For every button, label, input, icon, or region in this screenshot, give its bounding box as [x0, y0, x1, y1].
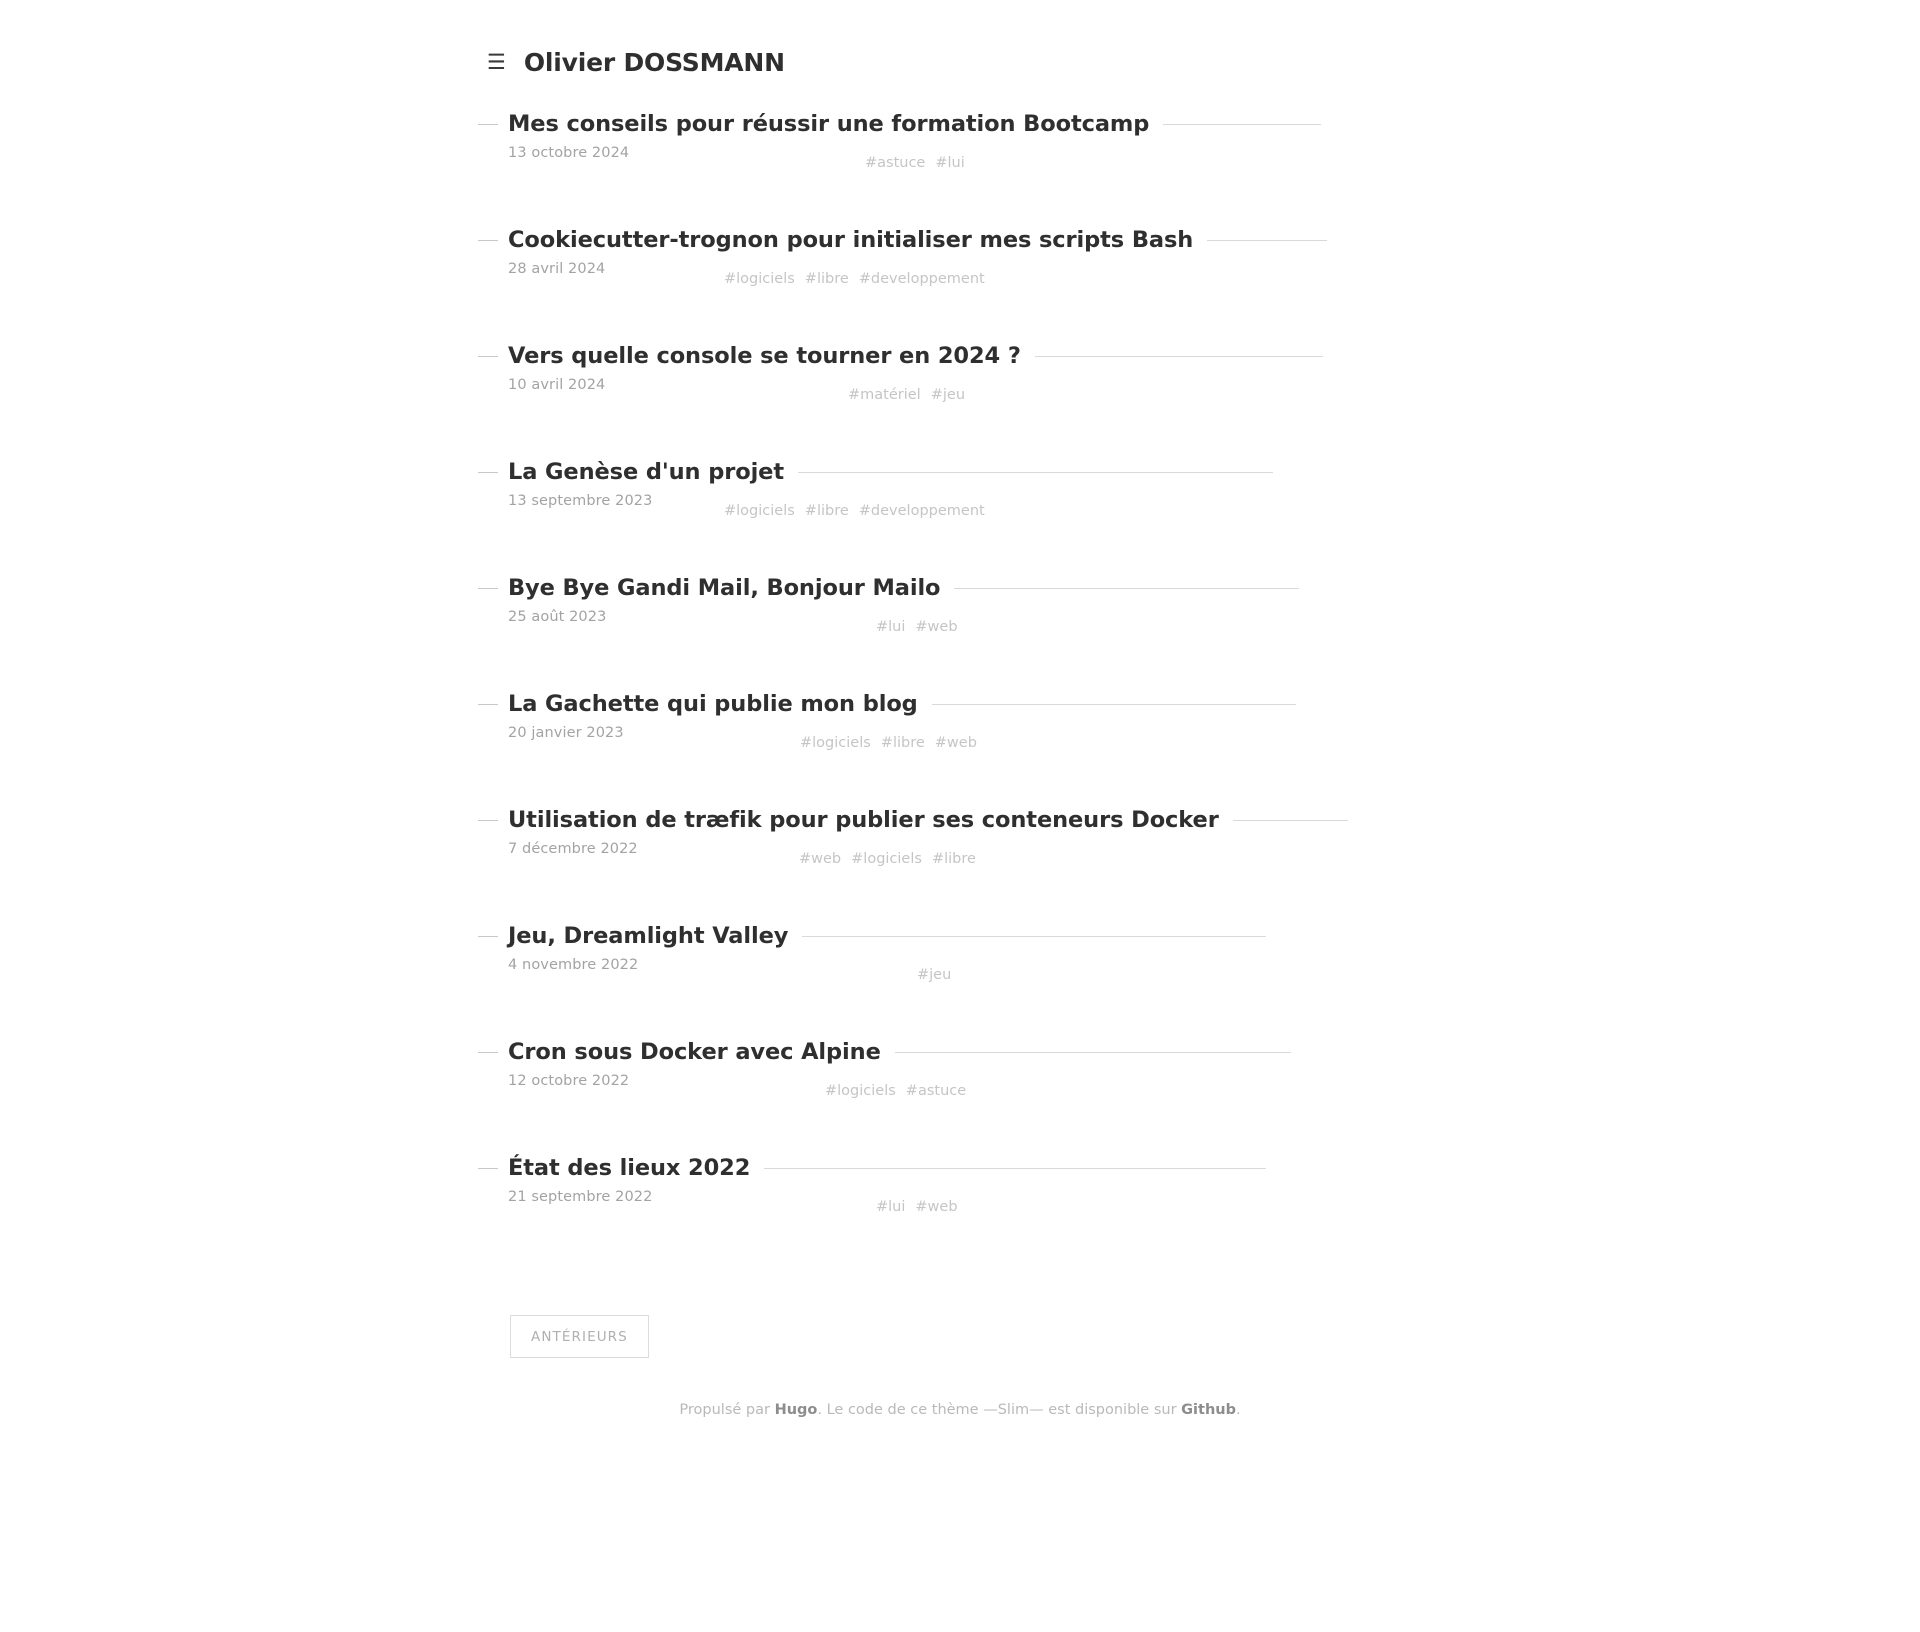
post-meta [0, 717, 1400, 773]
post-date: 20 janvier 2023 [508, 725, 624, 741]
post-title-row [0, 1039, 1400, 1065]
post-date: 25 août 2023 [508, 609, 607, 625]
list-item [0, 1005, 1400, 1121]
post-meta [0, 1065, 1400, 1121]
post-title-link[interactable]: Bye Bye Gandi Mail, Bonjour Mailo [508, 575, 941, 601]
post-divider [932, 704, 1296, 705]
post-date: 12 octobre 2022 [508, 1073, 630, 1089]
post-meta [0, 137, 1400, 193]
footer-github-link[interactable]: Github [1181, 1402, 1236, 1418]
post-tags [876, 619, 958, 635]
post-divider [798, 472, 1273, 473]
post-tag-link[interactable]: #web [934, 735, 977, 751]
post-leading-dash-icon [478, 124, 498, 125]
list-item [0, 657, 1400, 773]
post-date: 10 avril 2024 [508, 377, 606, 393]
footer-middle: . Le code de ce thème — [817, 1402, 998, 1418]
post-divider [1163, 124, 1321, 125]
post-date: 13 septembre 2023 [508, 493, 653, 509]
list-item [0, 193, 1400, 309]
post-divider [895, 1052, 1291, 1053]
post-date: 4 novembre 2022 [508, 957, 639, 973]
list-item [0, 309, 1400, 425]
post-date: 28 avril 2024 [508, 261, 606, 277]
post-leading-dash-icon [478, 936, 498, 937]
footer-hugo-link[interactable]: Hugo [774, 1402, 818, 1418]
post-title-link[interactable]: Vers quelle console se tourner en 2024 ? [508, 343, 1021, 369]
list-item [0, 1121, 1400, 1237]
post-leading-dash-icon [478, 1052, 498, 1053]
footer-theme-name: Slim— [997, 1402, 1044, 1418]
post-divider [802, 936, 1266, 937]
post-title-row [0, 111, 1400, 137]
post-tags [800, 735, 977, 751]
list-item [0, 425, 1400, 541]
post-meta [0, 833, 1400, 889]
post-tag-link[interactable]: #matériel [848, 387, 921, 403]
post-tag-link[interactable]: #libre [880, 735, 925, 751]
post-tag-link[interactable]: #libre [931, 851, 976, 867]
post-list [0, 77, 1400, 1237]
hamburger-menu-icon[interactable]: ☰ [487, 50, 506, 74]
post-title-link[interactable]: La Genèse d'un projet [508, 459, 784, 485]
post-tag-link[interactable]: #logiciels [851, 851, 922, 867]
post-tag-link[interactable]: #libre [804, 271, 849, 287]
post-leading-dash-icon [478, 356, 498, 357]
post-title-row [0, 691, 1400, 717]
post-tag-link[interactable]: #astuce [905, 1083, 967, 1099]
post-tags [917, 967, 951, 983]
post-title-link[interactable]: Jeu, Dreamlight Valley [508, 923, 789, 949]
post-title-link[interactable]: Mes conseils pour réussir une formation Bootcamp [508, 111, 1150, 137]
post-tag-link[interactable]: #lui [935, 155, 965, 171]
post-meta [0, 1181, 1400, 1237]
list-item [0, 541, 1400, 657]
post-date: 7 décembre 2022 [508, 841, 638, 857]
post-title-link[interactable]: Cookiecutter-trognon pour initialiser mes scripts Bash [508, 227, 1194, 253]
post-meta [0, 485, 1400, 541]
post-meta [0, 601, 1400, 657]
site-header [0, 0, 1920, 77]
post-tag-link[interactable]: #lui [876, 619, 906, 635]
post-divider [1233, 820, 1348, 821]
post-date: 13 octobre 2024 [508, 145, 630, 161]
post-title-row [0, 227, 1400, 253]
post-divider [1207, 240, 1327, 241]
post-tag-link[interactable]: #web [915, 1199, 958, 1215]
post-tag-link[interactable]: #logiciels [825, 1083, 896, 1099]
post-title-row [0, 343, 1400, 369]
post-tag-link[interactable]: #logiciels [724, 271, 795, 287]
post-tag-link[interactable]: #logiciels [724, 503, 795, 519]
site-footer [0, 1402, 1920, 1458]
post-title-row [0, 923, 1400, 949]
post-tags [865, 155, 965, 171]
footer-suffix: . [1235, 1402, 1241, 1418]
post-title-link[interactable]: État des lieux 2022 [508, 1155, 751, 1181]
post-tag-link[interactable]: #developpement [858, 271, 985, 287]
pager [0, 1237, 1920, 1358]
post-leading-dash-icon [478, 472, 498, 473]
post-tag-link[interactable]: #web [799, 851, 842, 867]
main-content [0, 77, 1920, 1358]
post-leading-dash-icon [478, 820, 498, 821]
post-title-row [0, 459, 1400, 485]
post-tags [724, 503, 985, 519]
post-divider [1035, 356, 1323, 357]
post-title-row [0, 575, 1400, 601]
post-meta [0, 369, 1400, 425]
post-tags [825, 1083, 966, 1099]
post-meta [0, 253, 1400, 309]
post-tag-link[interactable]: #lui [876, 1199, 906, 1215]
previous-page-button[interactable]: ANTÉRIEURS [510, 1315, 649, 1358]
post-leading-dash-icon [478, 704, 498, 705]
post-title-link[interactable]: La Gachette qui publie mon blog [508, 691, 918, 717]
post-tag-link[interactable]: #developpement [858, 503, 985, 519]
post-tag-link[interactable]: #logiciels [800, 735, 871, 751]
post-tags [724, 271, 985, 287]
post-title-row [0, 1155, 1400, 1181]
post-divider [954, 588, 1299, 589]
post-leading-dash-icon [478, 588, 498, 589]
post-tags [848, 387, 965, 403]
site-title[interactable]: Olivier DOSSMANN [523, 48, 785, 77]
post-tags [799, 851, 976, 867]
post-title-link[interactable]: Utilisation de træfik pour publier ses conteneurs Docker [508, 807, 1219, 833]
footer-middle-2: est disponible sur [1043, 1402, 1182, 1418]
footer-prefix: Propulsé par [679, 1402, 775, 1418]
list-item [0, 773, 1400, 889]
post-leading-dash-icon [478, 1168, 498, 1169]
post-tag-link[interactable]: #web [915, 619, 958, 635]
post-divider [764, 1168, 1266, 1169]
post-tags [876, 1199, 958, 1215]
list-item [0, 889, 1400, 1005]
list-item [0, 77, 1400, 193]
post-tag-link[interactable]: #libre [804, 503, 849, 519]
post-tag-link[interactable]: #jeu [917, 967, 952, 983]
post-title-link[interactable]: Cron sous Docker avec Alpine [508, 1039, 881, 1065]
post-tag-link[interactable]: #astuce [865, 155, 926, 171]
post-leading-dash-icon [478, 240, 498, 241]
post-meta [0, 949, 1400, 1005]
post-title-row [0, 807, 1400, 833]
post-tag-link[interactable]: #jeu [930, 387, 966, 403]
post-date: 21 septembre 2022 [508, 1189, 653, 1205]
